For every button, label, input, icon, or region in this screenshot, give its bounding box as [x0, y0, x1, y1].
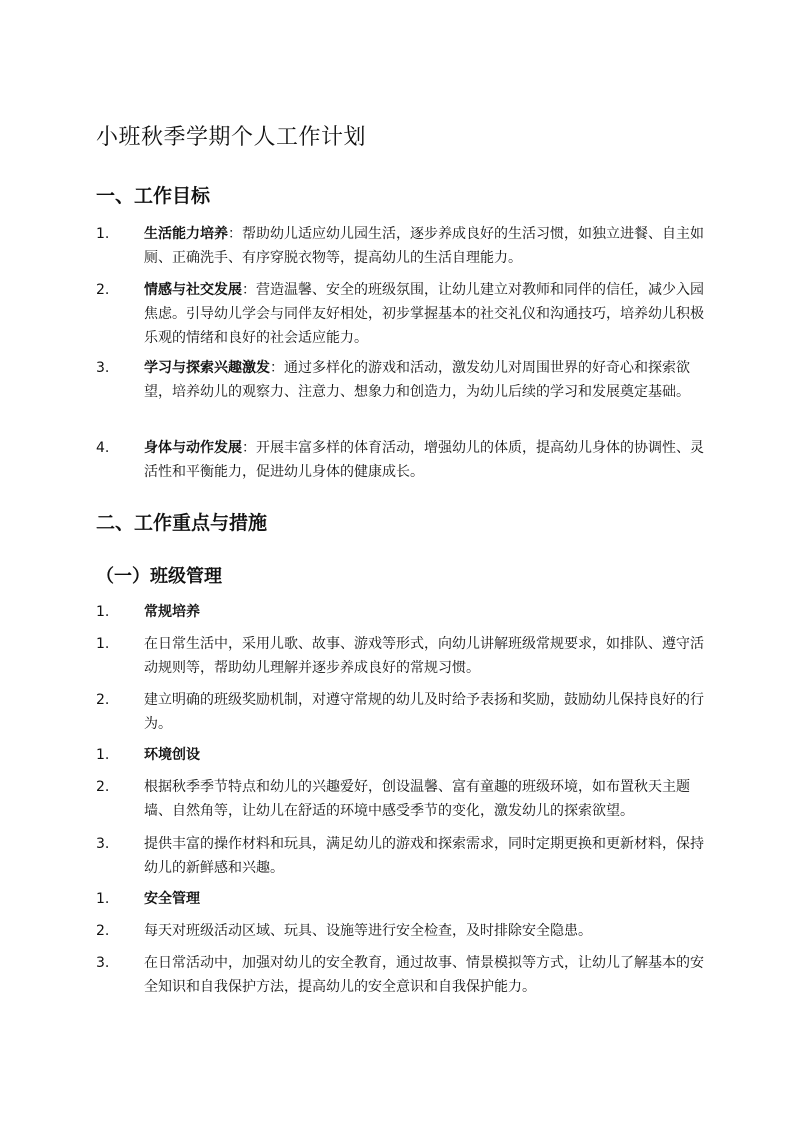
item-body: ：营造温馨、安全的班级氛围，让幼儿建立对教师和同伴的信任，减少入园焦虑。引导幼儿学会与同伴友好相处，初步掌握基本的社交礼仪和沟通技巧，培养幼儿积极乐观的情绪和良好的社会适应能力。: [144, 282, 704, 346]
item-label: 情感与社交发展: [144, 282, 242, 298]
list-text: 在日常生活中，采用儿歌、故事、游戏等形式，向幼儿讲解班级常规要求，如排队、遵守活动规则等，帮助幼儿理解并逐步养成良好的常规习惯。: [144, 636, 704, 676]
list-number: 1.: [96, 604, 110, 620]
list-number: 3.: [96, 955, 110, 971]
item-label: 生活能力培养: [144, 226, 228, 242]
list-number: 1.: [96, 747, 110, 763]
list-number: 2.: [96, 923, 110, 939]
list-number: 2.: [96, 692, 110, 708]
list-text: [144, 278, 706, 350]
list-number: 4.: [96, 440, 110, 456]
list-number: 3.: [96, 360, 110, 376]
section-heading-goals: 一、工作目标: [96, 185, 211, 207]
item-label: 常规培养: [144, 604, 200, 620]
list-text: 在日常活动中，加强对幼儿的安全教育，通过故事、情景模拟等方式，让幼儿了解基本的安全知识和自我保护方法，提高幼儿的安全意识和自我保护能力。: [144, 955, 704, 995]
list-text: [144, 600, 706, 624]
item-body: ：开展丰富多样的体育活动，增强幼儿的体质，提高幼儿身体的协调性、灵活性和平衡能力，促进幼儿身体的健康成长。: [144, 440, 704, 480]
list-number: 1.: [96, 891, 110, 907]
item-body: ：通过多样化的游戏和活动，激发幼儿对周围世界的好奇心和探索欲望，培养幼儿的观察力、注意力、想象力和创造力，为幼儿后续的学习和发展奠定基础。: [144, 360, 690, 400]
list-number: 1.: [96, 636, 110, 652]
item-label: 学习与探索兴趣激发: [144, 360, 270, 376]
list-text: [144, 222, 706, 270]
list-text: 根据秋季季节特点和幼儿的兴趣爱好，创设温馨、富有童趣的班级环境，如布置秋天主题墙、自然角等，让幼儿在舒适的环境中感受季节的变化，激发幼儿的探索欲望。: [144, 779, 690, 819]
list-number: 3.: [96, 836, 110, 852]
list-text: [144, 356, 706, 404]
list-text: [144, 743, 706, 767]
item-label: 环境创设: [144, 747, 200, 763]
item-label: 安全管理: [144, 891, 200, 907]
list-number: 2.: [96, 779, 110, 795]
list-text: [144, 887, 706, 911]
item-label: 身体与动作发展: [144, 440, 242, 456]
list-text: [144, 436, 706, 484]
page-title: 小班秋季学期个人工作计划: [96, 125, 367, 150]
list-text: 每天对班级活动区域、玩具、设施等进行安全检查，及时排除安全隐患。: [144, 923, 592, 939]
section-heading-measures: 二、工作重点与措施: [96, 512, 268, 534]
list-number: 2.: [96, 282, 110, 298]
list-number: 1.: [96, 226, 110, 242]
subsection-heading-class-management: （一）班级管理: [96, 566, 222, 587]
item-body: ：帮助幼儿适应幼儿园生活，逐步养成良好的生活习惯，如独立进餐、自主如厕、正确洗手、有序穿脱衣物等，提高幼儿的生活自理能力。: [144, 226, 704, 266]
list-text: 提供丰富的操作材料和玩具，满足幼儿的游戏和探索需求，同时定期更换和更新材料，保持幼儿的新鲜感和兴趣。: [144, 836, 704, 876]
list-text: 建立明确的班级奖励机制，对遵守常规的幼儿及时给予表扬和奖励，鼓励幼儿保持良好的行为。: [144, 692, 704, 732]
